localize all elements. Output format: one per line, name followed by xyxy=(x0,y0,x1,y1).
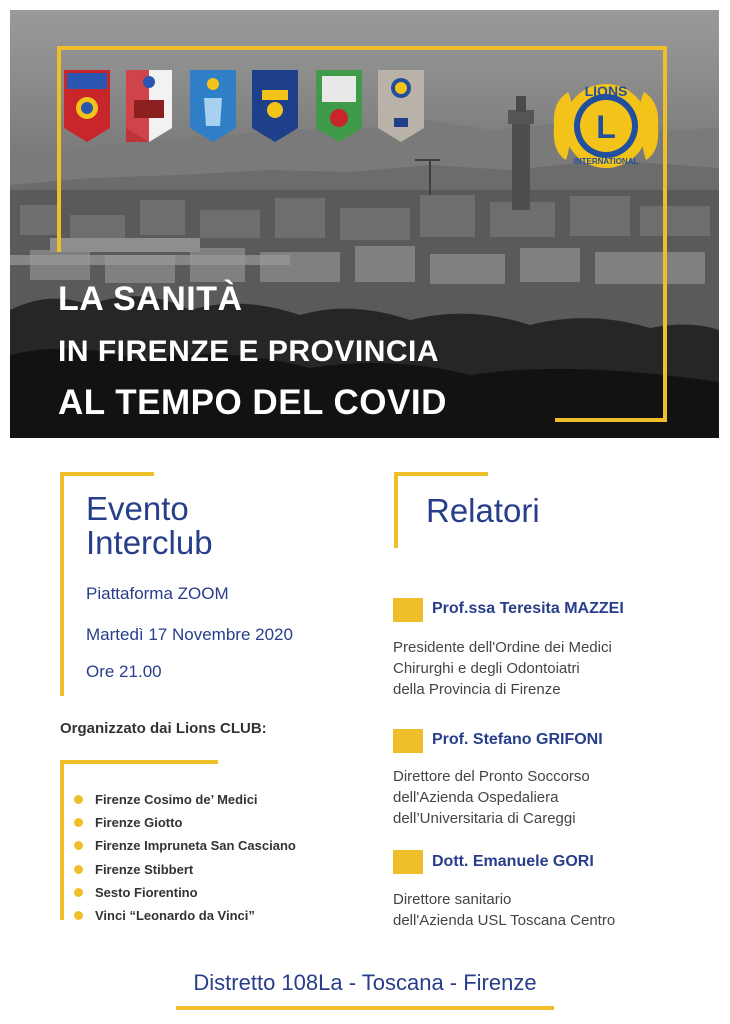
bullet-icon xyxy=(74,841,83,850)
footer-underline xyxy=(176,1006,554,1010)
organizers-accent-top xyxy=(60,760,218,764)
organizers-list xyxy=(74,788,296,927)
lions-logo-letter: L xyxy=(596,109,616,145)
list-item xyxy=(74,858,296,881)
speaker-desc-line: dell'Azienda Ospedaliera xyxy=(393,789,559,806)
event-accent-left xyxy=(60,472,64,696)
speaker-description xyxy=(393,766,590,829)
event-date: Martedì 17 Novembre 2020 xyxy=(86,625,293,644)
bullet-icon xyxy=(74,888,83,897)
event-platform: Piattaforma ZOOM xyxy=(86,584,229,603)
event-accent-top xyxy=(60,472,154,476)
organizers-title: Organizzato dai Lions CLUB: xyxy=(60,720,267,737)
bullet-icon xyxy=(74,818,83,827)
hero-title-line1: LA SANITÀ xyxy=(58,280,243,318)
speaker-desc-line: Presidente dell'Ordine dei Medici xyxy=(393,639,612,656)
banner-firenze-impruneta-san-casciano xyxy=(316,70,362,142)
hero-frame-right xyxy=(663,46,667,422)
club-name: Firenze Cosimo de’ Medici xyxy=(95,792,258,808)
speaker-desc-line: della Provincia di Firenze xyxy=(393,681,561,698)
event-title-line2: Interclub xyxy=(86,524,213,561)
speaker-description xyxy=(393,637,612,700)
speaker-marker xyxy=(393,598,423,622)
bullet-icon xyxy=(74,865,83,874)
lions-international-logo xyxy=(550,74,662,178)
bullet-icon xyxy=(74,795,83,804)
hero-frame-left xyxy=(57,46,61,252)
club-name: Sesto Fiorentino xyxy=(95,884,198,900)
speaker-name: Prof. Stefano GRIFONI xyxy=(432,731,603,748)
speaker-marker xyxy=(393,850,423,874)
speaker-desc-line: Chirurghi e degli Odontoiatri xyxy=(393,660,580,677)
club-name: Firenze Stibbert xyxy=(95,861,194,877)
hero-frame-top xyxy=(57,46,667,50)
banner-firenze-giotto xyxy=(190,70,236,142)
event-title-line1: Evento xyxy=(86,490,189,527)
speaker-name: Dott. Emanuele GORI xyxy=(432,853,594,870)
bullet-icon xyxy=(74,911,83,920)
speakers-accent-top xyxy=(394,472,488,476)
club-name: Vinci “Leonardo da Vinci” xyxy=(95,908,255,924)
banner-firenze-cosimo-de-medici xyxy=(252,70,298,142)
list-item xyxy=(74,834,296,857)
event-title xyxy=(86,492,213,560)
hero-title-line2: IN FIRENZE E PROVINCIA xyxy=(58,335,440,368)
banner-firenze-stibbert xyxy=(126,70,172,142)
speaker-desc-line: dell'Azienda USL Toscana Centro xyxy=(393,912,616,929)
speaker-desc-line: dell’Universitaria di Careggi xyxy=(393,810,576,827)
hero-title-line3: AL TEMPO DEL COVID xyxy=(58,383,447,422)
club-name: Firenze Giotto xyxy=(95,815,183,831)
lions-logo-top-text: LIONS xyxy=(584,83,628,99)
list-item xyxy=(74,788,296,811)
speaker-name: Prof.ssa Teresita MAZZEI xyxy=(432,600,624,617)
speaker-marker xyxy=(393,729,423,753)
hero-frame-bottom xyxy=(555,418,667,422)
list-item xyxy=(74,904,296,927)
hero-photo xyxy=(10,10,719,438)
district-footer: Distretto 108La - Toscana - Firenze xyxy=(193,970,537,995)
event-time: Ore 21.00 xyxy=(86,662,162,681)
speaker-desc-line: Direttore sanitario xyxy=(393,891,512,908)
club-name: Firenze Impruneta San Casciano xyxy=(95,838,296,854)
speaker-desc-line: Direttore del Pronto Soccorso xyxy=(393,768,590,785)
lions-logo-bottom-text: INTERNATIONAL xyxy=(573,157,639,166)
banner-vinci-leonardo-da-vinci xyxy=(378,70,424,142)
speakers-accent-left xyxy=(394,472,398,548)
speakers-title: Relatori xyxy=(426,492,540,529)
organizers-accent-left xyxy=(60,760,64,920)
banner-sesto-fiorentino xyxy=(64,70,110,142)
list-item xyxy=(74,811,296,834)
speaker-description xyxy=(393,889,615,931)
list-item xyxy=(74,881,296,904)
